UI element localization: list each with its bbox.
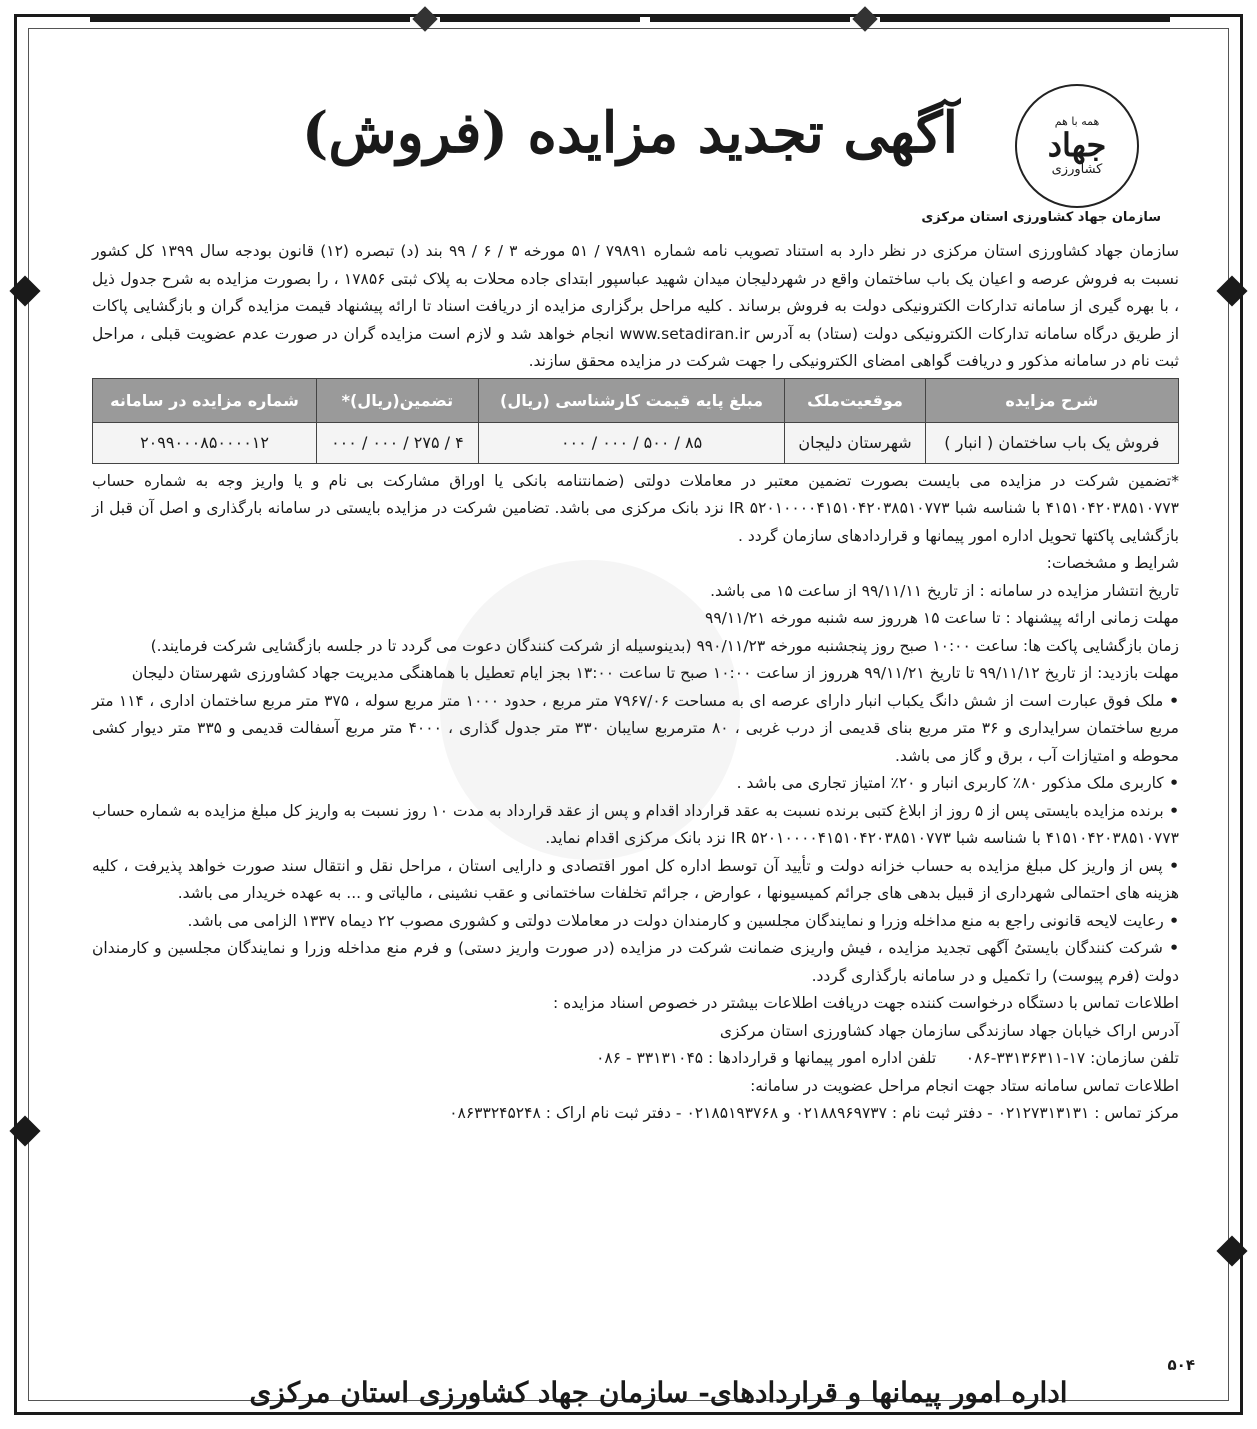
conditions-heading: شرایط و مشخصات: — [1046, 554, 1179, 572]
page-code: ۵۰۴ — [1167, 1356, 1195, 1374]
intro-paragraph: سازمان جهاد کشاورزی استان مرکزی در نظر دارد به استناد تصویب نامه شماره ۷۹۸۹۱ / ۵۱ مورخه ۳ / ۶ / ۹۹ بند (د) تبصره (۱۲) قانون بودجه سال ۱۳۹۹ کل کشور نسبت به فروش عرصه و اعیان یک باب ساختمان واقع در شهردلیجان میدان شهید عباسپور ابتدای جاده محلات به پلاک ثبتی ۱۷۸۵۶ ، را بصورت مزایده به شرح جدول ذیل ، با بهره گیری از سامانه تدارکات الکترونیکی دولت به فروش برساند . کلیه مراحل برگزاری مزایده از دریافت اسناد تا ارائه پیشنهاد قیمت مزایده گران و بازگشایی پاکات از طریق درگاه سامانه تدارکات الکترونیکی دولت (ستاد) به آدرس www.setadiran.ir انجام خواهد شد و لازم است مزایده گران در صورت عدم عضویت قبلی ، مراحل ثبت نام در سامانه مذکور و دریافت گواهی امضای الکترونیکی را جهت شرکت در مزایده محقق سازند. — [92, 242, 1180, 370]
condition-bullet: • رعایت لایحه قانونی راجع به منع مداخله وزرا و نمایندگان مجلسین و کارمندان دولت در معاملات دولتی و کشوری مصوب ۲۲ دیماه ۱۳۳۷ الزامی می باشد. — [92, 908, 1179, 936]
organization-logo — [1015, 84, 1139, 208]
guarantee-note: *تضمین شرکت در مزایده می بایست بصورت تضمین معتبر در معاملات دولتی (ضمانتنامه بانکی یا اوراق مشارکت بی نام و یا واریز وجه به شماره حساب ۴۱۵۱۰۴۲۰۳۸۵۱۰۷۷۳ با شناسه شبا IR ۵۲۰۱۰۰۰۰۴۱۵۱۰۴۲۰۳۸۵۱۰۷۷۳ نزد بانک مرکزی می باشد. تضامین شرکت در مزایده بایستی در سامانه بارگذاری و اصل آن قبل از بازگشایی پاکتها تحویل اداره امور پیمانها و قراردادهای سازمان گردد . — [92, 471, 1179, 545]
logo-main-text: جهاد — [1047, 126, 1107, 164]
phone-org: تلفن سازمان: ۱۷-۳۳۱۳۶۳۱۱-۰۸۶ — [965, 1049, 1179, 1067]
table-cell: ۲۰۹۹۰۰۰۸۵۰۰۰۰۱۲ — [93, 423, 317, 464]
date-line: زمان بازگشایی پاکت ها: ساعت ۱۰:۰۰ صبح روز پنجشنبه مورخه ۹۹۰/۱۱/۲۳ (بدینوسیله از شرکت کنندگان دعوت می گردد تا در جلسه بازگشایی شرکت فرمایند.) — [150, 636, 1179, 655]
org-name: سازمان جهاد کشاورزی استان مرکزی — [921, 210, 1161, 225]
date-line: تاریخ انتشار مزایده در سامانه : از تاریخ ۹۹/۱۱/۱۱ از ساعت ۱۵ می باشد. — [710, 581, 1179, 600]
table-header-cell: مبلغ پایه قیمت کارشناسی (ریال) — [478, 378, 785, 423]
table-cell: ۸۵ / ۵۰۰ / ۰۰۰ / ۰۰۰ — [478, 423, 785, 464]
table-row — [93, 423, 1179, 464]
page-title: آگهی تجدید مزایده (فروش) — [301, 100, 959, 166]
top-ornament-left — [90, 6, 640, 32]
logo-top-text: همه با هم — [1054, 115, 1100, 128]
auction-table — [92, 378, 1179, 464]
contact-intro: اطلاعات تماس با دستگاه درخواست کننده جهت دریافت اطلاعات بیشتر در خصوص اسناد مزایده : — [552, 994, 1179, 1012]
table-header-cell: تضمین(ریال)* — [317, 378, 479, 423]
date-line: مهلت زمانی ارائه پیشنهاد : تا ساعت ۱۵ هرروز سه شنبه مورخه ۹۹/۱۱/۲۱ — [705, 609, 1179, 627]
notice-body — [92, 238, 1179, 1128]
setad-line: مرکز تماس : ۰۲۱۲۷۳۱۳۱۳۱ - دفتر ثبت نام : ۰۲۱۸۸۹۶۹۷۳۷ و ۰۲۱۸۵۱۹۳۷۶۸ - دفتر ثبت نام اراک : ۰۸۶۳۳۲۴۵۲۴۸ — [449, 1104, 1179, 1122]
condition-bullet: • کاربری ملک مذکور ۸۰٪ کاربری انبار و ۲۰٪ امتیاز تجاری می باشد . — [92, 770, 1179, 798]
table-cell: ۴ / ۲۷۵ / ۰۰۰ / ۰۰۰ — [317, 423, 479, 464]
contact-address: آدرس اراک خیابان جهاد سازندگی سازمان جهاد کشاورزی استان مرکزی — [719, 1021, 1179, 1040]
table-header-cell: شماره مزایده در سامانه — [93, 378, 317, 423]
contact-phones — [92, 1045, 1179, 1073]
setad-intro: اطلاعات تماس سامانه ستاد جهت انجام مراحل عضویت در سامانه: — [750, 1076, 1179, 1095]
table-header-cell: شرح مزایده — [925, 378, 1178, 423]
date-line: مهلت بازدید: از تاریخ ۹۹/۱۱/۱۲ تا تاریخ ۹۹/۱۱/۲۱ هرروز از ساعت ۱۰:۰۰ صبح تا ساعت ۱۳:۰۰ بجز ایام تعطیل با هماهنگی مدیریت جهاد کشاورزی شهرستان دلیجان — [131, 664, 1179, 682]
table-cell: فروش یک باب ساختمان ( انبار ) — [925, 423, 1178, 464]
condition-bullet: • پس از واریز کل مبلغ مزایده به حساب خزانه دولت و تأیید آن توسط اداره کل امور اقتصادی و دارایی استان ، مراحل نقل و انتقال سند صورت خواهد پذیرفت ، کلیه هزینه های احتمالی شهرداری از قبیل بدهی های جرائم کمیسیونها ، عوارض ، جرائم تخلفات ساختمانی و عقب نشینی ، مالیاتی و ... به عهده خریدار می باشد. — [92, 853, 1179, 908]
condition-bullet: • شرکت کنندگان بایستیُ آگهی تجدید مزایده ، فیش واریزی ضمانت شرکت در مزایده (در صورت واریز دستی) و فرم منع مداخله وزرا و نمایندگان مجلسین و کارمندان دولت (فرم پیوست) را تکمیل و در سامانه بارگذاری گردد. — [92, 935, 1179, 990]
table-cell: شهرستان دلیجان — [785, 423, 925, 464]
phone-contracts: تلفن اداره امور پیمانها و قراردادها : ۳۳۱۳۱۰۴۵ - ۰۸۶ — [596, 1049, 937, 1067]
condition-bullet: • ملک فوق عبارت است از شش دانگ یکباب انبار دارای عرصه ای به مساحت ۷۹۶۷/۰۶ متر مربع ، حدود ۱۰۰۰ متر مربع سوله ، ۳۷۵ متر مربع ساختمان اداری ، ۱۱۴ متر مربع ساختمان سرایداری و ۳۶ متر مربع بنای قدیمی از درب غربی ، ۸۰ مترمربع سایبان ۳۳۰ متر جدول گذاری ، ۴۰۰۰ متر مربع آسفالت قدیمی و ۳۳۵ متر دیوار کشی محوطه و امتیازات آب ، برق و گاز می باشد. — [92, 688, 1179, 771]
table-header-row — [93, 378, 1179, 423]
logo-bottom-text: کشاورزی — [1051, 162, 1103, 177]
footer-signature: اداره امور پیمانها و قراردادهای- سازمان جهاد کشاورزی استان مرکزی — [249, 1376, 1068, 1409]
table-header-cell: موقعیت‌ملک — [785, 378, 925, 423]
top-ornament-right — [650, 6, 1170, 32]
condition-bullet: • برنده مزایده بایستی پس از ۵ روز از ابلاغ کتبی برنده نسبت به عقد قرارداد اقدام و پس از عقد قرارداد به مدت ۱۰ روز نسبت به واریز کل مبلغ مزایده به شماره حساب ۴۱۵۱۰۴۲۰۳۸۵۱۰۷۷۳ با شناسه شبا IR ۵۲۰۱۰۰۰۰۴۱۵۱۰۴۲۰۳۸۵۱۰۷۷۳ نزد بانک مرکزی اقدام نماید. — [92, 798, 1179, 853]
